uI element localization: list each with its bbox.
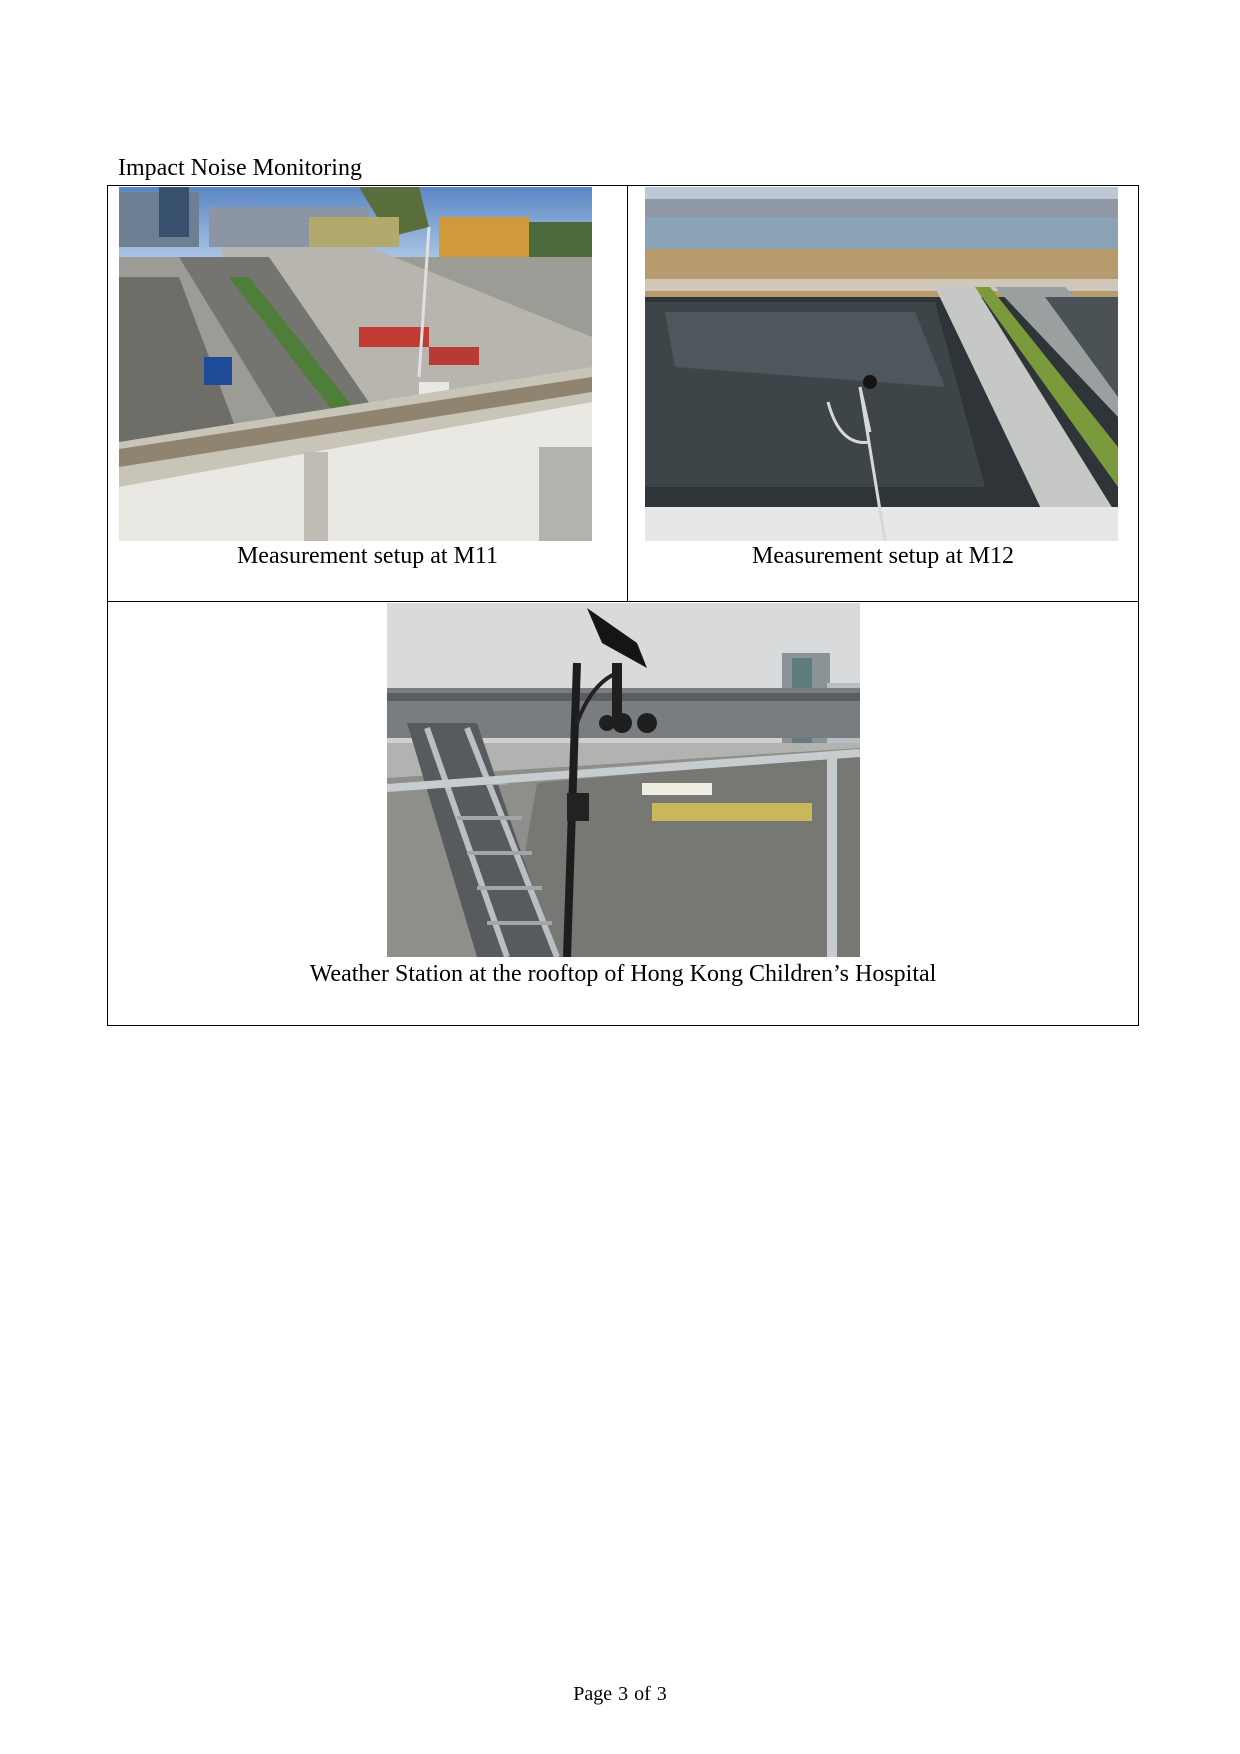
photo-caption-m11: Measurement setup at M11 — [236, 543, 499, 569]
photo-m11 — [119, 187, 592, 541]
photo-cell-m11 — [108, 186, 628, 602]
photo-weather-station — [387, 603, 860, 957]
footer-total-pages: 3 — [656, 1683, 667, 1705]
footer-page-number: 3 — [618, 1683, 629, 1705]
photo-row — [108, 186, 1139, 602]
photo-caption-m12: Measurement setup at M12 — [752, 543, 1014, 569]
photo-caption-weather-station: Weather Station at the rooftop of Hong Kong Children’s Hospital — [309, 961, 937, 987]
photo-cell-m12 — [628, 186, 1139, 602]
page-footer — [0, 1682, 1240, 1706]
photo-table — [107, 185, 1139, 1026]
photo-row — [108, 602, 1139, 1026]
footer-of-word: of — [634, 1683, 651, 1705]
photo-cell-weather-station — [108, 602, 1139, 1026]
section-title: Impact Noise Monitoring — [118, 155, 362, 181]
photo-m12 — [645, 187, 1118, 541]
footer-page-word: Page — [573, 1683, 613, 1705]
